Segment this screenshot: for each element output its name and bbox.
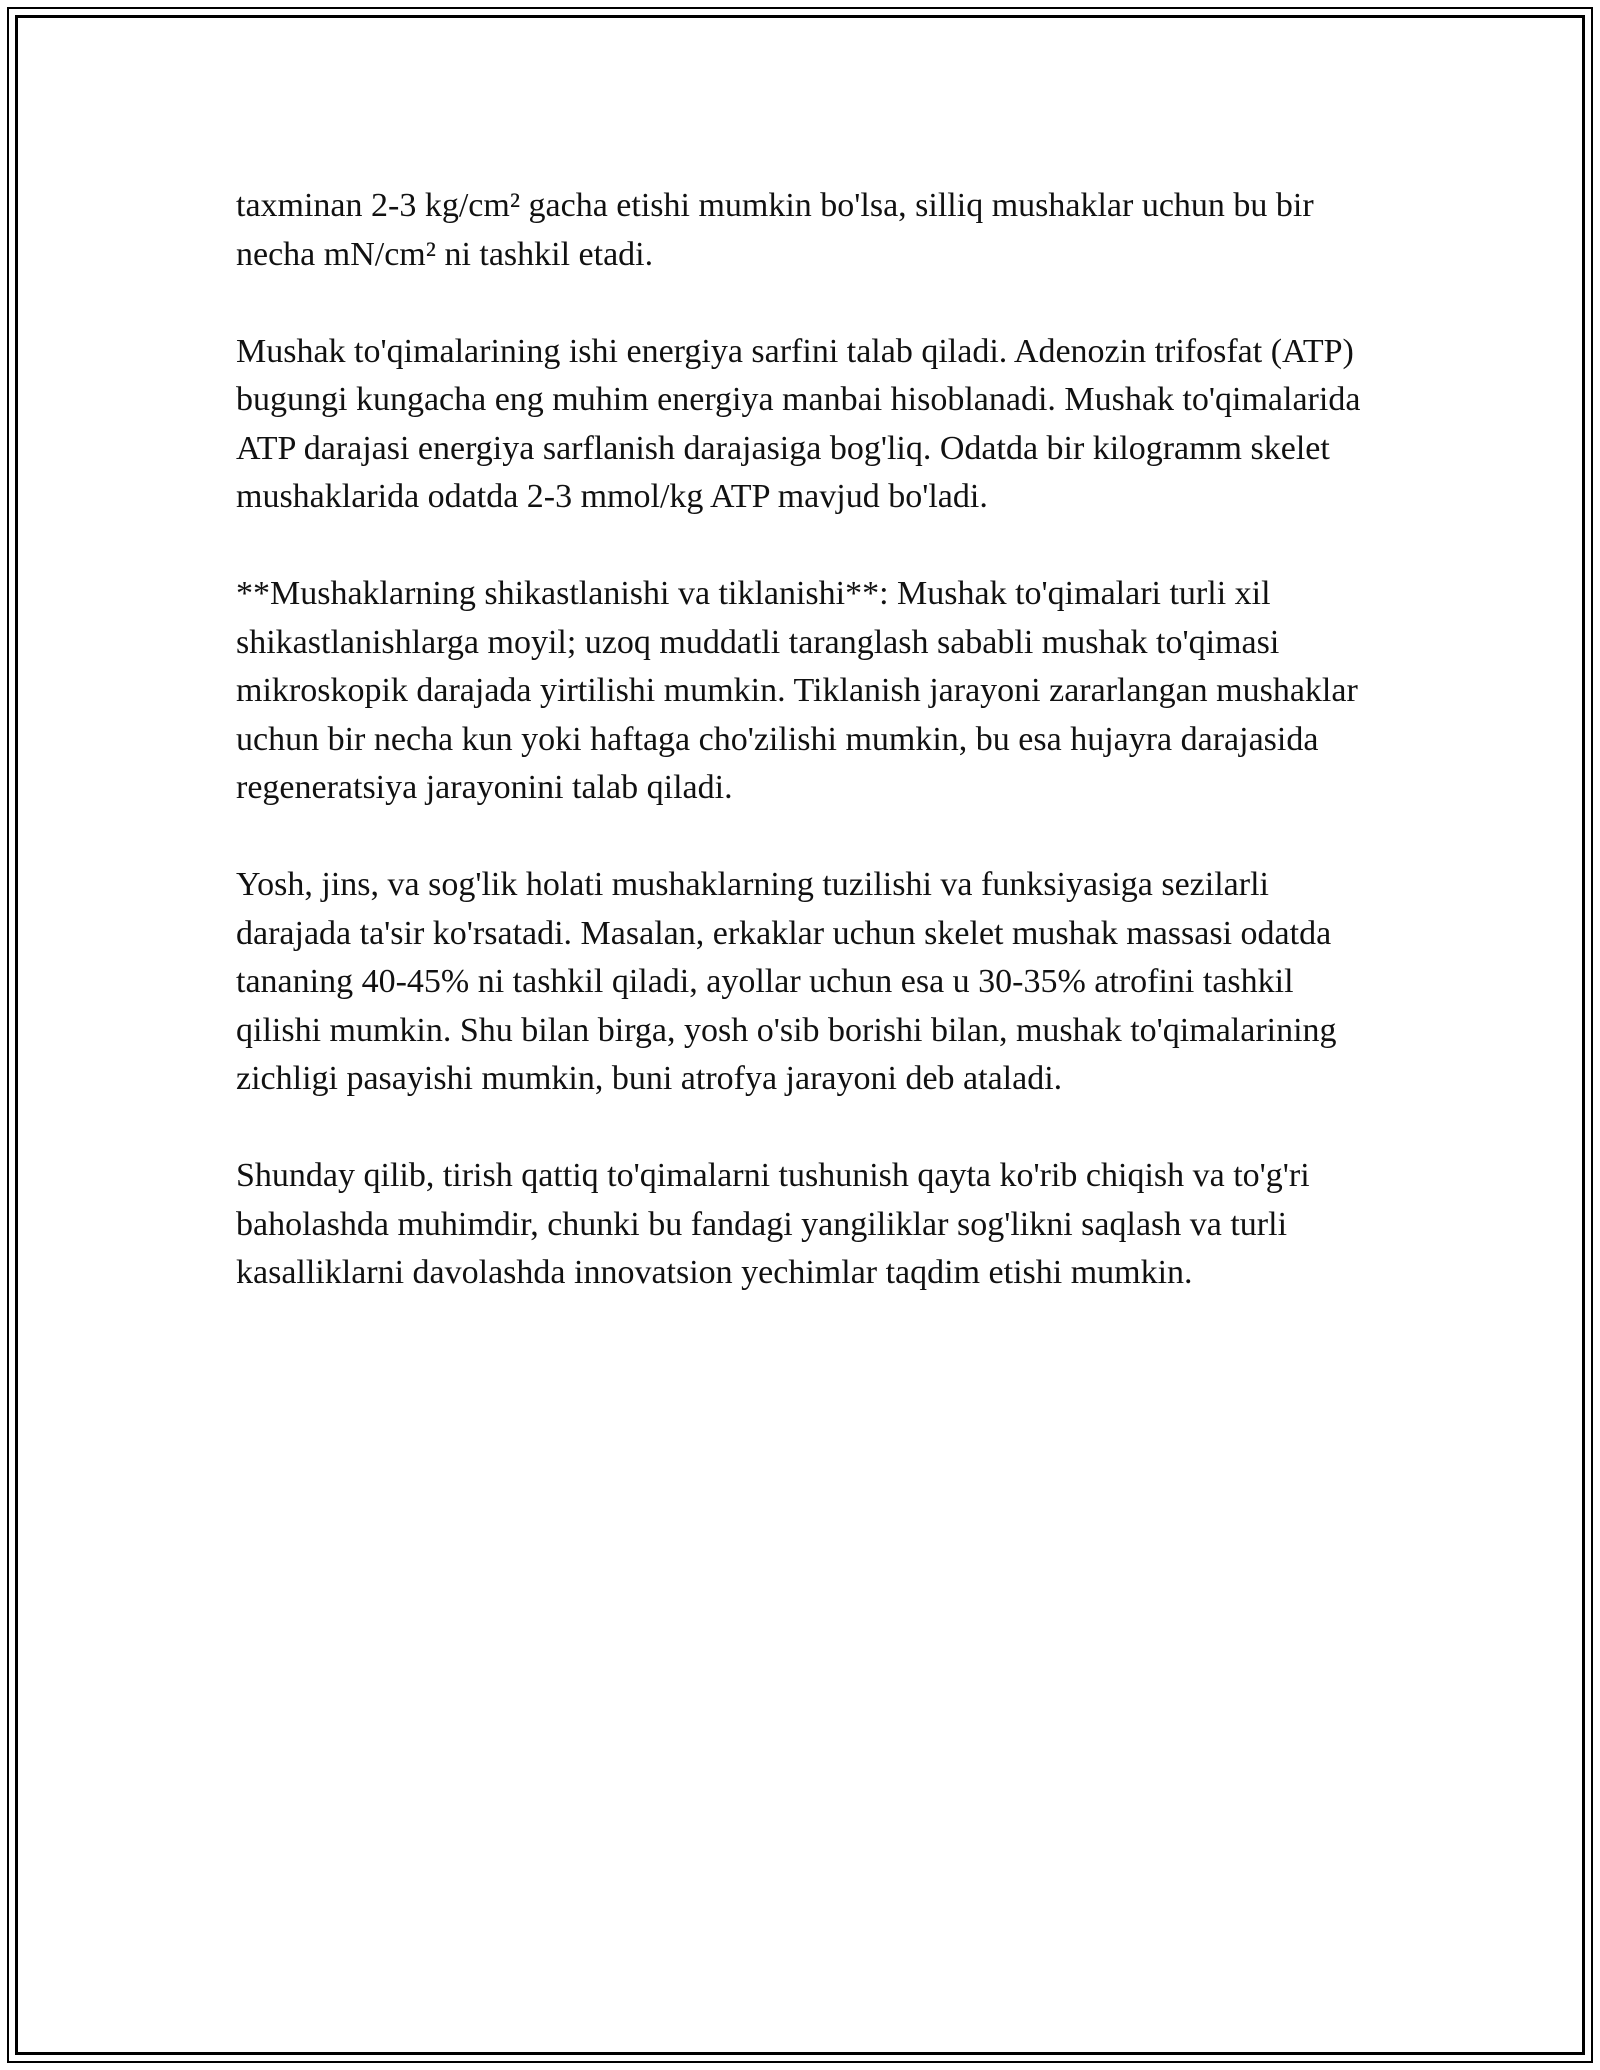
paragraph-injury-recovery: **Mushaklarning shikastlanishi va tiklanishi**: Mushak to'qimalari turli xil shikastlanishlarga moyil; uzoq muddatli taranglash sababli mushak to'qimasi mikroskopik darajada yirtilishi mumkin. Tiklanish jarayoni zararlangan mushaklar uchun bir necha kun yoki haftaga cho'zilishi mumkin, bu esa hujayra darajasida regeneratsiya jarayonini talab qiladi. [236,575,1358,806]
paragraph-atp-energy: Mushak to'qimalarining ishi energiya sarfini talab qiladi. Adenozin trifosfat (ATP) bugungi kungacha eng muhim energiya manbai hisoblanadi. Mushak to'qimalarida ATP darajasi energiya sarflanish darajasiga bog'liq. Odatda bir kilogramm skelet mushaklarida odatda 2-3 mmol/kg ATP mavjud bo'ladi. [236,332,1361,515]
paragraph-conclusion: Shunday qilib, tirish qattiq to'qimalarni tushunish qayta ko'rib chiqish va to'g'ri baholashda muhimdir, chunki bu fandagi yangiliklar sog'likni saqlash va turli kasalliklarni davolashda innovatsion yechimlar taqdim etishi mumkin. [236,1157,1310,1291]
document-body [236,182,1386,1346]
paragraph-muscle-strength: taxminan 2-3 kg/cm² gacha etishi mumkin bo'lsa, silliq mushaklar uchun bu bir necha mN/cm² ni tashkil etadi. [236,187,1314,273]
paragraph-age-gender-health: Yosh, jins, va sog'lik holati mushaklarning tuzilishi va funksiyasiga sezilarli darajada ta'sir ko'rsatadi. Masalan, erkaklar uchun skelet mushak massasi odatda tananing 40-45% ni tashkil qiladi, ayollar uchun esa u 30-35% atrofini tashkil qilishi mumkin. Shu bilan birga, yosh o'sib borishi bilan, mushak to'qimalarining zichligi pasayishi mumkin, buni atrofya jarayoni deb ataladi. [236,866,1337,1097]
